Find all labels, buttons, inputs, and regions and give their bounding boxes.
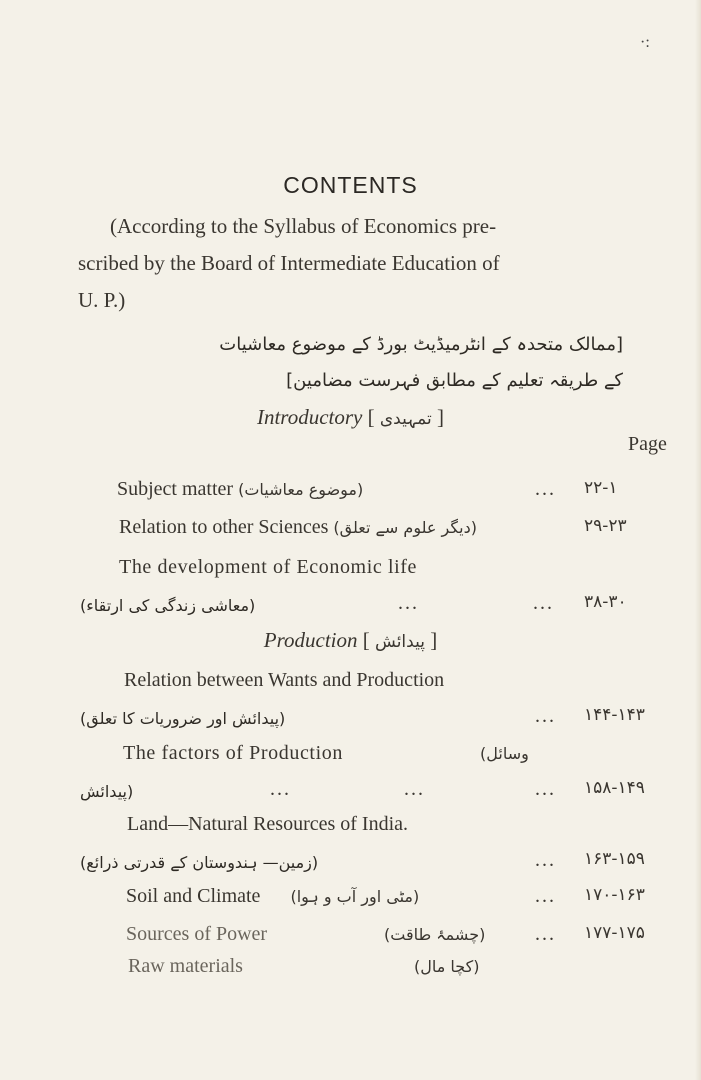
toc-entry-pages-row xyxy=(0,778,701,808)
entry-pages: ۱۷۰-۱۶۳ xyxy=(584,885,645,905)
entry-pages: ۲۲-۱ xyxy=(584,478,618,498)
entry-urdu: (دیگر علوم سے تعلق) xyxy=(333,518,477,537)
entry-leader: ... xyxy=(535,478,556,500)
entry-leader: ... xyxy=(533,592,554,614)
section-production-ur: پیدائش xyxy=(375,632,425,652)
entry-urdu: (چشمۂ طاقت) xyxy=(384,925,486,944)
entry-leader: ... xyxy=(270,778,291,800)
section-production-en: Production xyxy=(263,628,358,652)
entry-title: The development of Economic life xyxy=(119,556,417,578)
toc-entry xyxy=(0,885,701,915)
urdu-note-line-2: کے طریقہ تعلیم کے مطابق فہرست مضامین] xyxy=(286,370,623,391)
entry-urdu: (کچا مال) xyxy=(414,957,480,976)
entry-title: Soil and Climate xyxy=(126,885,261,907)
syllabus-note xyxy=(78,208,668,319)
entry-leader: ... xyxy=(535,923,556,945)
entry-urdu-a: (وسائل xyxy=(480,744,529,763)
entry-pages: ۳۸-۳۰ xyxy=(584,592,627,612)
entry-urdu: (پیدائش اور ضروریات کا تعلق) xyxy=(80,709,286,728)
note-line-1: (According to the Syllabus of Economics pre- xyxy=(110,214,497,238)
entry-urdu: (زمین— ہندوستان کے قدرتی ذرائع) xyxy=(80,853,319,872)
entry-pages: ۱۷۷-۱۷۵ xyxy=(584,923,645,943)
note-line-3: U. P.) xyxy=(78,288,126,312)
corner-mark: ·: xyxy=(640,34,650,51)
toc-entry-pages-row xyxy=(0,705,701,735)
entry-leader: ... xyxy=(535,885,556,907)
entry-title: The factors of Production xyxy=(123,742,343,764)
entry-title: Relation to other Sciences xyxy=(119,516,329,538)
entry-pages: ۱۴۴-۱۴۳ xyxy=(584,705,645,725)
section-introductory-en: Introductory xyxy=(256,405,363,429)
entry-title: Subject matter xyxy=(117,478,234,500)
entry-title: Raw materials xyxy=(128,955,243,977)
entry-urdu: پیدائش) xyxy=(80,782,134,801)
section-introductory-ur: تمہیدی xyxy=(379,409,432,429)
entry-title: Relation between Wants and Production xyxy=(124,669,445,691)
toc-entry xyxy=(0,478,701,508)
toc-entry xyxy=(0,742,701,772)
page-column-header: Page xyxy=(628,433,667,455)
entry-urdu: (موضوع معاشیات) xyxy=(238,480,364,499)
entry-urdu: (معاشی زندگی کی ارتقاء) xyxy=(80,596,256,615)
entry-leader: ... xyxy=(535,849,556,871)
entry-urdu: (مٹی اور آب و ہوا) xyxy=(290,887,420,906)
toc-entry xyxy=(0,556,701,586)
toc-entry xyxy=(0,923,701,953)
section-introductory: Introductory [ تمہیدی ] xyxy=(256,405,444,429)
toc-entry xyxy=(0,955,701,985)
note-line-2: scribed by the Board of Intermediate Education of xyxy=(78,251,500,275)
entry-leader: ... xyxy=(404,778,425,800)
entry-title: Sources of Power xyxy=(126,923,268,945)
entry-title: Land—Natural Resources of India. xyxy=(127,813,409,835)
entry-leader: ... xyxy=(535,778,556,800)
toc-entry xyxy=(0,813,701,843)
contents-title: CONTENTS xyxy=(283,172,418,198)
toc-entry xyxy=(0,669,701,699)
entry-pages: ۲۹-۲۳ xyxy=(584,516,627,536)
entry-pages: ۱۶۳-۱۵۹ xyxy=(584,849,645,869)
toc-entry-pages-row xyxy=(0,849,701,879)
urdu-note-line-1: [ممالک متحدہ کے انٹرمیڈیٹ بورڈ کے موضوع معاشیات xyxy=(219,334,623,355)
toc-entry-pages-row xyxy=(0,592,701,622)
section-production: Production [ پیدائش ] xyxy=(263,628,438,652)
entry-leader: ... xyxy=(398,592,419,614)
entry-pages: ۱۵۸-۱۴۹ xyxy=(584,778,645,798)
toc-entry xyxy=(0,516,701,546)
entry-leader: ... xyxy=(535,705,556,727)
